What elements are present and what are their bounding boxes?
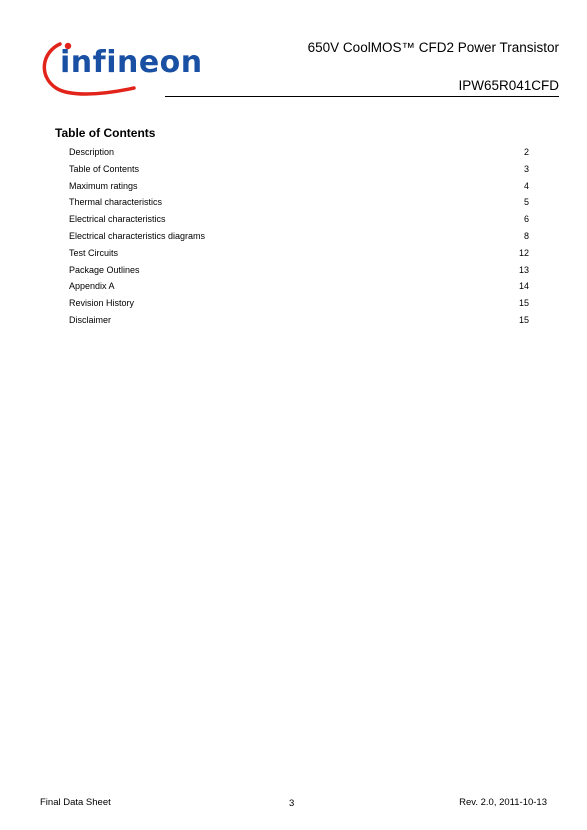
toc-entry[interactable]: [69, 145, 529, 162]
toc-entry-page: 2: [523, 147, 529, 157]
toc-dot-leader: [170, 212, 520, 222]
infineon-logo: infineon: [60, 45, 203, 80]
toc-dot-leader: [143, 162, 520, 172]
toc-entry[interactable]: [69, 195, 529, 212]
toc-dot-leader: [138, 296, 515, 306]
footer-revision: Rev. 2.0, 2011-10-13: [459, 797, 547, 808]
toc-entry-page: 15: [518, 298, 529, 309]
toc-entry-page: 12: [518, 247, 529, 258]
toc-entry-page: 8: [523, 230, 529, 241]
toc-entry-page: 15: [518, 314, 529, 325]
toc-entry-title: Maximum ratings: [69, 180, 138, 191]
footer-document-type: Final Data Sheet: [40, 797, 111, 808]
toc-entry-title: Appendix A: [69, 281, 115, 292]
toc-dot-leader: [166, 195, 520, 205]
table-of-contents: [69, 145, 529, 330]
toc-entry-page: 6: [523, 214, 529, 225]
toc-entry-title: Disclaimer: [69, 314, 112, 325]
toc-entry-page: 13: [518, 264, 529, 275]
toc-dot-leader: [122, 246, 515, 256]
toc-entry-title: Electrical characteristics: [69, 214, 166, 225]
toc-dot-leader: [118, 145, 520, 155]
toc-entry-title: Package Outlines: [69, 264, 140, 275]
toc-dot-leader: [119, 279, 515, 289]
toc-entry-title: Test Circuits: [69, 247, 119, 258]
toc-entry-page: 3: [523, 163, 529, 174]
toc-dot-leader: [115, 313, 515, 323]
toc-heading: Table of Contents: [55, 126, 156, 140]
toc-entry[interactable]: [69, 279, 529, 296]
toc-entry[interactable]: [69, 162, 529, 179]
toc-entry-page: 4: [523, 180, 529, 191]
toc-entry[interactable]: [69, 263, 529, 280]
toc-entry[interactable]: [69, 212, 529, 229]
toc-entry-title: Electrical characteristics diagrams: [69, 230, 206, 241]
toc-entry-title: Thermal characteristics: [69, 197, 163, 208]
toc-entry[interactable]: [69, 296, 529, 313]
toc-entry-title: Revision History: [69, 298, 135, 309]
footer-page-number: 3: [289, 798, 295, 809]
toc-entry[interactable]: [69, 179, 529, 196]
toc-dot-leader: [209, 229, 520, 239]
toc-entry[interactable]: [69, 246, 529, 263]
toc-entry-page: 14: [518, 281, 529, 292]
toc-entry-page: 5: [523, 197, 529, 208]
toc-dot-leader: [142, 179, 520, 189]
header-divider: [165, 96, 559, 97]
toc-entry[interactable]: [69, 313, 529, 330]
part-number: IPW65R041CFD: [458, 78, 559, 93]
toc-entry-title: Description: [69, 147, 115, 157]
product-title: 650V CoolMOS™ CFD2 Power Transistor: [307, 40, 559, 55]
toc-entry[interactable]: [69, 229, 529, 246]
toc-dot-leader: [144, 263, 515, 273]
toc-entry-title: Table of Contents: [69, 163, 140, 174]
